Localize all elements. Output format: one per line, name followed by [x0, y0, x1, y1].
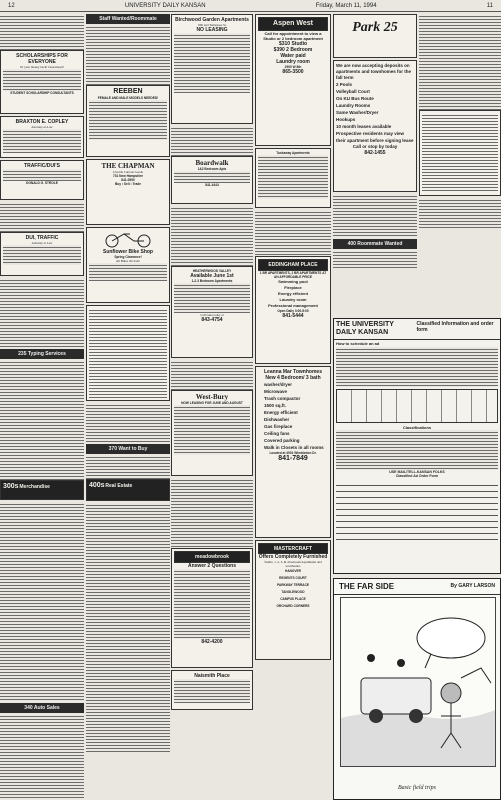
- leanna-ad: [255, 366, 331, 538]
- far-side-caption: Basic field trips: [398, 785, 436, 791]
- dui-ad: [0, 232, 84, 276]
- text-block: [171, 478, 253, 548]
- reeben-ad: [86, 85, 170, 157]
- text-block: [419, 198, 501, 228]
- leanna-feature: washer/dryer: [264, 382, 293, 387]
- meadowbrook-logo: meadowbrook: [174, 551, 250, 563]
- mastercraft-offers: Offers Completely Furnished: [258, 554, 328, 560]
- naismith-ad: [171, 670, 253, 710]
- aspen-sub: Call for appointment to view a Studio or 2 bedroom apartment: [263, 31, 323, 41]
- far-side-title: THE FAR SIDE: [339, 582, 395, 591]
- s400-label: Real Estate: [105, 483, 133, 489]
- section-header-roommate: 400 Roommate Wanted: [333, 239, 417, 249]
- text-block: [419, 14, 501, 110]
- section-header-staff: Staff Wanted/Roommate: [86, 14, 170, 24]
- ad-rates-box: [419, 110, 501, 196]
- eddingham-hours: Open Daily 3:00-5:00: [277, 309, 309, 313]
- text-block: [171, 206, 253, 266]
- park25-item: On KU Bus Route: [336, 96, 374, 101]
- eddingham-sub: 1 BR APARTMENTS, 2 BR APARTMENTS AT AN AFFORDABLE PRICE: [259, 271, 327, 279]
- naismith-title: Naismith Place: [194, 673, 230, 679]
- text-block: [0, 14, 84, 50]
- traffic-title: TRAFFIC/DUI'S: [24, 163, 60, 169]
- park25-item: Prospective residents may view their apartment before signing lease: [336, 131, 414, 143]
- order-form-lines: [336, 480, 498, 540]
- westbury-sub: NOW LEASING FOR JUNE AND AUGUST: [181, 401, 243, 405]
- price-table: [86, 305, 170, 401]
- heatherwood-call: Call Gina today at: [200, 313, 224, 317]
- text-block: [86, 25, 170, 85]
- park25-item: Hookups: [336, 117, 356, 122]
- braxton-name: BRAXTON E. COPLEY: [15, 119, 69, 125]
- chapman-ad: [86, 159, 170, 225]
- howto-heading: How to schedule an ad: [336, 341, 380, 346]
- donald-name: DONALD G. STROLE: [26, 181, 58, 185]
- park25-item: Volleyball Court: [336, 89, 370, 94]
- boardwalk-phone: 841-4444: [205, 183, 219, 187]
- birchwood-ad: [171, 14, 253, 124]
- leanna-feature: Dishwasher: [264, 417, 290, 422]
- leanna-feature: Walk in Closets in all rooms: [264, 445, 324, 450]
- eddingham-feature: Professional management: [268, 303, 318, 308]
- park25-item: 2 Pools: [336, 82, 353, 87]
- column-6: [419, 14, 501, 228]
- text-block: [0, 202, 84, 232]
- scholarship-sub: Or your money back! Guaranteed!: [20, 65, 64, 69]
- park25-item: 10 month leases available: [336, 124, 392, 129]
- tuckaway-title: Tuckaway Apartments: [276, 151, 310, 155]
- mastercraft-property: CAMPUS PLACE: [280, 597, 306, 601]
- scholarship-ad: [0, 50, 84, 114]
- text-block: [171, 126, 253, 156]
- boardwalk-ad: [171, 156, 253, 204]
- masthead-bar: [0, 0, 501, 12]
- chapman-phone: 841-0550: [121, 178, 135, 182]
- birchwood-title: Birchwood Garden Apartments: [175, 17, 249, 23]
- real-estate-header: [86, 479, 170, 501]
- reeben-sub: FEMALE AND MALE MODELS NEEDED!: [97, 96, 159, 100]
- sunflower-all: All Bikes On Sale!: [115, 259, 141, 263]
- aspen-phone: 865-3500: [282, 69, 304, 75]
- mastercraft-property: REGENTS COURT: [279, 576, 307, 580]
- text-block: [0, 502, 84, 702]
- mastercraft-property: TANGLEWOOD: [281, 590, 305, 594]
- issue-date: Friday, March 11, 1994: [315, 2, 377, 9]
- merchandise-header: [0, 480, 84, 500]
- leanna-feature: Gas fireplace: [264, 424, 293, 429]
- cartoon-illustration: [340, 597, 496, 767]
- leanna-feature: Energy efficient: [264, 410, 298, 415]
- text-block: [0, 360, 84, 480]
- leanna-feature: Trash compactor: [264, 396, 301, 401]
- text-block: [0, 714, 84, 800]
- boardwalk-sub: 1&2 Bedroom Apts: [197, 167, 227, 171]
- leanna-sub: New 4 Bedroom/ 3 bath: [265, 375, 321, 381]
- far-side-cartoon: [333, 578, 501, 800]
- park25-item: Laundry Rooms: [336, 103, 371, 108]
- tuckaway-ad: [255, 148, 331, 208]
- order-form-title: Classified Ad Order Form: [395, 474, 439, 478]
- merch-code: 300s: [3, 483, 19, 490]
- text-block: [86, 403, 170, 443]
- column-5: [333, 14, 417, 270]
- traffic-ad: [0, 160, 84, 200]
- westbury-ad: [171, 390, 253, 476]
- scholarship-title: SCHOLARSHIPS FOR EVERYONE: [16, 53, 68, 65]
- classifications-heading: Classifications: [402, 425, 432, 430]
- eddingham-logo: EDDINGHAM PLACE: [258, 259, 328, 271]
- eddingham-phone: 841-5444: [282, 313, 304, 319]
- aspen-ad: [255, 14, 331, 146]
- mastercraft-property: HANOVER: [285, 569, 301, 573]
- rate-table: [336, 389, 498, 423]
- boardwalk-logo: Boardwalk: [195, 159, 229, 167]
- text-block: [0, 278, 84, 348]
- page-number-right: 11: [486, 2, 493, 9]
- chapman-sub: Used & Curious Goods: [113, 170, 143, 174]
- aspen-item: $310 Studio: [278, 41, 308, 47]
- far-side-byline: By GARY LARSON: [450, 583, 495, 589]
- heatherwood-ad: [171, 266, 253, 358]
- classified-masthead: THE UNIVERSITY DAILY KANSAN: [336, 321, 394, 336]
- heatherwood-phone: 843-4754: [201, 317, 223, 323]
- text-block: [86, 503, 170, 753]
- eddingham-feature: Fireplace: [284, 285, 302, 290]
- heatherwood-rooms: 1-2-3 Bedroom Apartments: [191, 279, 233, 283]
- text-block: [333, 250, 417, 270]
- eddingham-feature: Swimming pool: [278, 279, 308, 284]
- eddingham-feature: Laundry room: [279, 297, 307, 302]
- meadowbrook-answer: Answer 2 Questions: [187, 563, 237, 569]
- dui-sub: Attorney at Law: [31, 241, 53, 245]
- park25-call: Call or stop by today: [352, 144, 398, 149]
- chapman-tagline: Buy • Sell • Trade: [115, 182, 141, 186]
- park25-ad: [333, 60, 417, 192]
- mastercraft-sub: Studio, 1, 2, 3, & 4 bedroom Apartments and townhomes: [264, 560, 322, 568]
- chapman-logo: THE CHAPMAN: [101, 162, 155, 170]
- classified-subtitle: Classified Information and order form: [416, 321, 494, 333]
- heatherwood-title: HEATHERWOOD VALLEY: [192, 269, 232, 273]
- classified-form: [333, 318, 501, 574]
- meadowbrook-phone: 842-4200: [201, 639, 223, 645]
- aspen-address: 2900 W 8th: [284, 65, 302, 69]
- column-2: [86, 14, 170, 753]
- heatherwood-available: Available June 1st: [190, 273, 234, 279]
- sunflower-title: Sunflower Bike Shop: [102, 249, 153, 255]
- paper-name: UNIVERSITY DAILY KANSAN: [124, 2, 206, 9]
- text-block: [255, 210, 331, 256]
- text-block: [86, 455, 170, 479]
- leanna-title: Leanna Mar Townhomes: [264, 369, 322, 375]
- column-1: [0, 14, 84, 800]
- text-block: [333, 194, 417, 238]
- aspen-logo: Aspen West: [258, 17, 328, 31]
- meadowbrook-ad: [171, 548, 253, 668]
- dui-title: DUI, TRAFFIC: [25, 235, 59, 241]
- park25-item: Same Washer/Dryer: [336, 110, 379, 115]
- park25-phone: 842-1455: [364, 150, 386, 156]
- sunflower-ad: [86, 227, 170, 303]
- westbury-logo: West-Bury: [195, 393, 229, 401]
- aspen-item: $390 2 Bedroom: [273, 47, 313, 53]
- mastercraft-ad: [255, 540, 331, 660]
- leanna-phone: 841-7849: [278, 455, 308, 462]
- leanna-location: Located at 4501 Wimbledon Dr.: [269, 451, 317, 455]
- aspen-item: Water paid: [280, 53, 306, 59]
- section-header-want-to-buy: 370 Want to Buy: [86, 444, 170, 454]
- eddingham-ad: [255, 256, 331, 364]
- mastercraft-property: ORCHARD CORNERS: [276, 604, 310, 608]
- scholarship-company: STUDENT SCHOLARSHIP CONSULTANTS: [10, 91, 74, 95]
- sunflower-sub: Spring Clearance!: [114, 255, 142, 259]
- leanna-feature: Ceiling fans: [264, 431, 290, 436]
- leanna-feature: Covered parking: [264, 438, 300, 443]
- chapman-address: 731 New Hampshire: [112, 174, 144, 178]
- birchwood-sub: 19th and Tennessee St.: [197, 23, 227, 27]
- merch-label: Merchandise: [19, 484, 50, 490]
- mail-title: USE MAIL/TELL-KANSAN FOLKS: [389, 470, 445, 474]
- braxton-sub: Attorney-at-Law: [31, 125, 53, 129]
- aspen-item: Laundry room: [276, 59, 310, 65]
- leasing-title: NO LEASING: [196, 27, 228, 33]
- park25-logo: Park 25: [352, 20, 398, 35]
- column-4: [255, 14, 331, 662]
- mastercraft-logo: MASTERCRAFT: [258, 543, 328, 554]
- mastercraft-property: PARKWAY TERRACE: [277, 583, 309, 587]
- page-number-left: 12: [8, 2, 15, 9]
- park25-logo-box: [333, 14, 417, 58]
- eddingham-feature: Energy efficient: [277, 291, 308, 296]
- reeben-title: REEBEN: [113, 88, 143, 95]
- park25-intro: We are now accepting deposits on apartments and townhomes for the fall term: [336, 63, 412, 80]
- leanna-feature: 1500 sq.ft.: [264, 403, 287, 408]
- section-header-autos: 340 Auto Sales: [0, 703, 84, 713]
- s400-code: 400s: [89, 482, 105, 489]
- leanna-feature: Microwave: [264, 389, 288, 394]
- bike-icon: [98, 230, 158, 248]
- cartoon-drawing: [341, 598, 495, 766]
- braxton-ad: [0, 116, 84, 158]
- text-block: [171, 360, 253, 390]
- section-header-typing: 235 Typing Services: [0, 349, 84, 359]
- column-3: [171, 14, 253, 712]
